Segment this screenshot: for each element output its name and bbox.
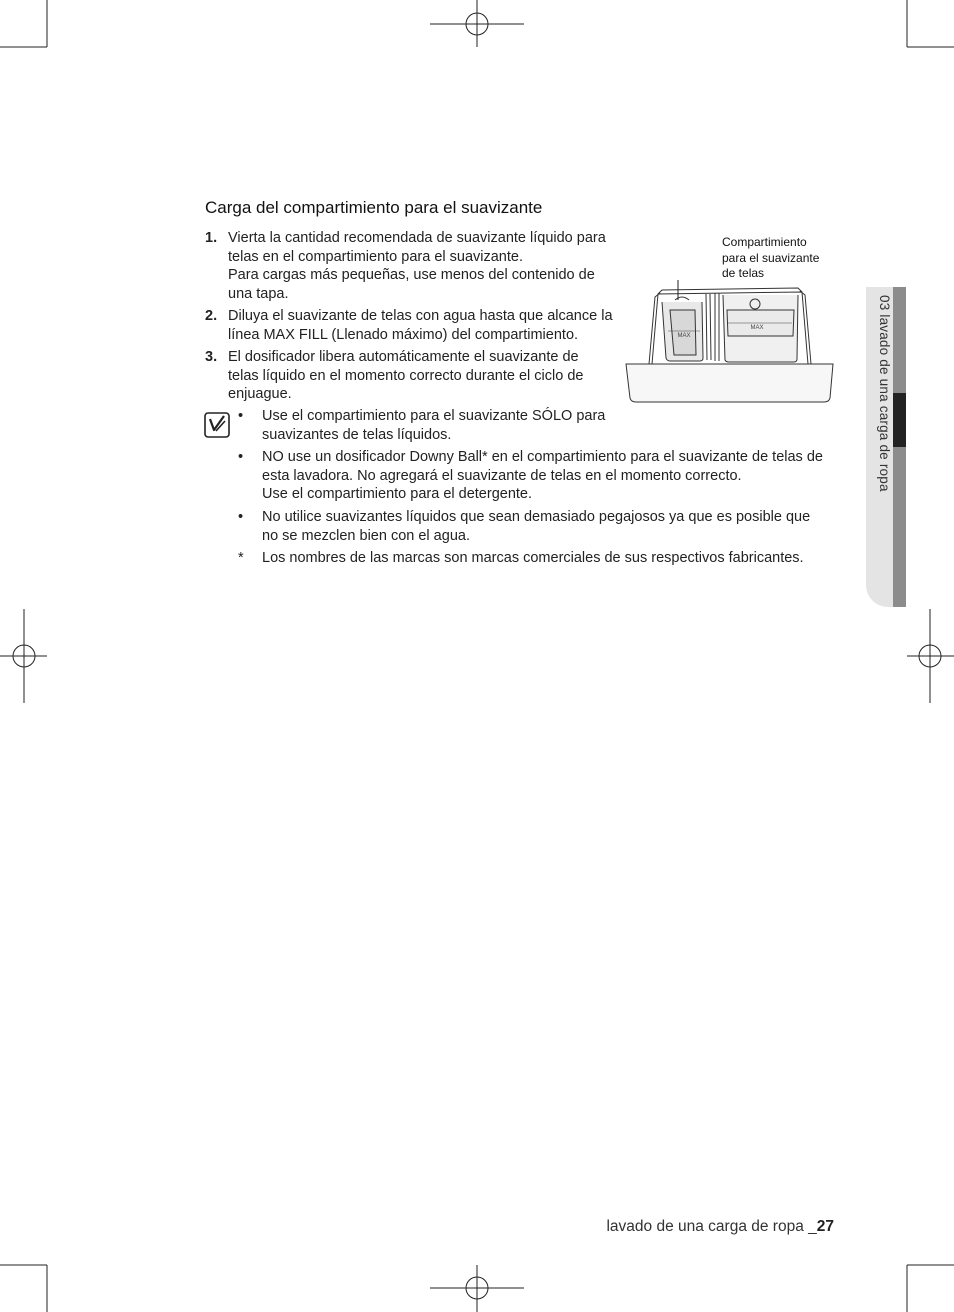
note-line: Use el compartimiento para el suavizante SÓLO para — [262, 408, 606, 424]
step-number: 2. — [205, 308, 218, 324]
page-footer — [606, 1218, 834, 1236]
note-item — [238, 549, 804, 568]
dispenser-drawer-illustration — [622, 280, 838, 408]
step-number: 1. — [205, 230, 218, 246]
note-line: Los nombres de las marcas son marcas comerciales de sus respectivos fabricantes. — [262, 550, 804, 566]
bullet: • — [238, 408, 244, 424]
note-item — [238, 448, 823, 504]
step-line: telas en el compartimiento para el suavizante. — [228, 248, 523, 265]
chapter-tab-bar — [893, 287, 906, 607]
chapter-tab-label: 03 lavado de una carga de ropa — [877, 295, 892, 492]
step-3 — [205, 348, 625, 404]
max-fill-label: MAX — [677, 333, 691, 339]
note-pencil-icon — [204, 412, 230, 438]
step-line: Para cargas más pequeñas, use menos del contenido de — [228, 267, 595, 283]
callout-line: de telas — [722, 266, 765, 280]
step-line: El dosificador libera automáticamente el suavizante de — [228, 349, 579, 365]
compartment-callout — [722, 235, 832, 282]
note-line: esta lavadora. No agregará el suavizante de telas en el momento correcto. — [262, 467, 742, 484]
step-2 — [205, 307, 625, 344]
bullet: • — [238, 449, 244, 465]
note-line: No utilice suavizantes líquidos que sean demasiado pegajosos ya que es posible que — [262, 509, 811, 525]
step-line: línea MAX FILL (Llenado máximo) del compartimiento. — [228, 326, 579, 343]
note-line: NO use un dosificador Downy Ball* en el compartimiento para el suavizante de telas de — [262, 449, 823, 465]
step-line: Vierta la cantidad recomendada de suavizante líquido para — [228, 230, 606, 246]
chapter-tab-marker — [893, 393, 906, 447]
asterisk: * — [238, 550, 244, 566]
note-line: suavizantes de telas líquidos. — [262, 426, 452, 443]
step-1 — [205, 229, 625, 303]
note-line: no se mezclen bien con el agua. — [262, 527, 470, 544]
callout-line: Compartimiento — [722, 235, 807, 249]
note-item — [238, 508, 810, 545]
step-line: Diluya el suavizante de telas con agua hasta que alcance la — [228, 308, 613, 324]
section-heading: Carga del compartimiento para el suavizante — [205, 198, 543, 217]
bullet: • — [238, 509, 244, 525]
step-line: enjuague. — [228, 386, 292, 402]
step-line: telas líquido en el momento correcto durante el ciclo de — [228, 367, 584, 384]
page-number: 27 — [816, 1218, 834, 1235]
footer-text: lavado de una carga de ropa _ — [606, 1218, 817, 1235]
max-fill-label: MAX — [750, 325, 764, 331]
step-number: 3. — [205, 349, 218, 365]
step-line: una tapa. — [228, 285, 289, 302]
note-line: Use el compartimiento para el detergente. — [262, 486, 533, 502]
callout-line: para el suavizante — [722, 250, 820, 265]
note-item — [238, 407, 605, 444]
